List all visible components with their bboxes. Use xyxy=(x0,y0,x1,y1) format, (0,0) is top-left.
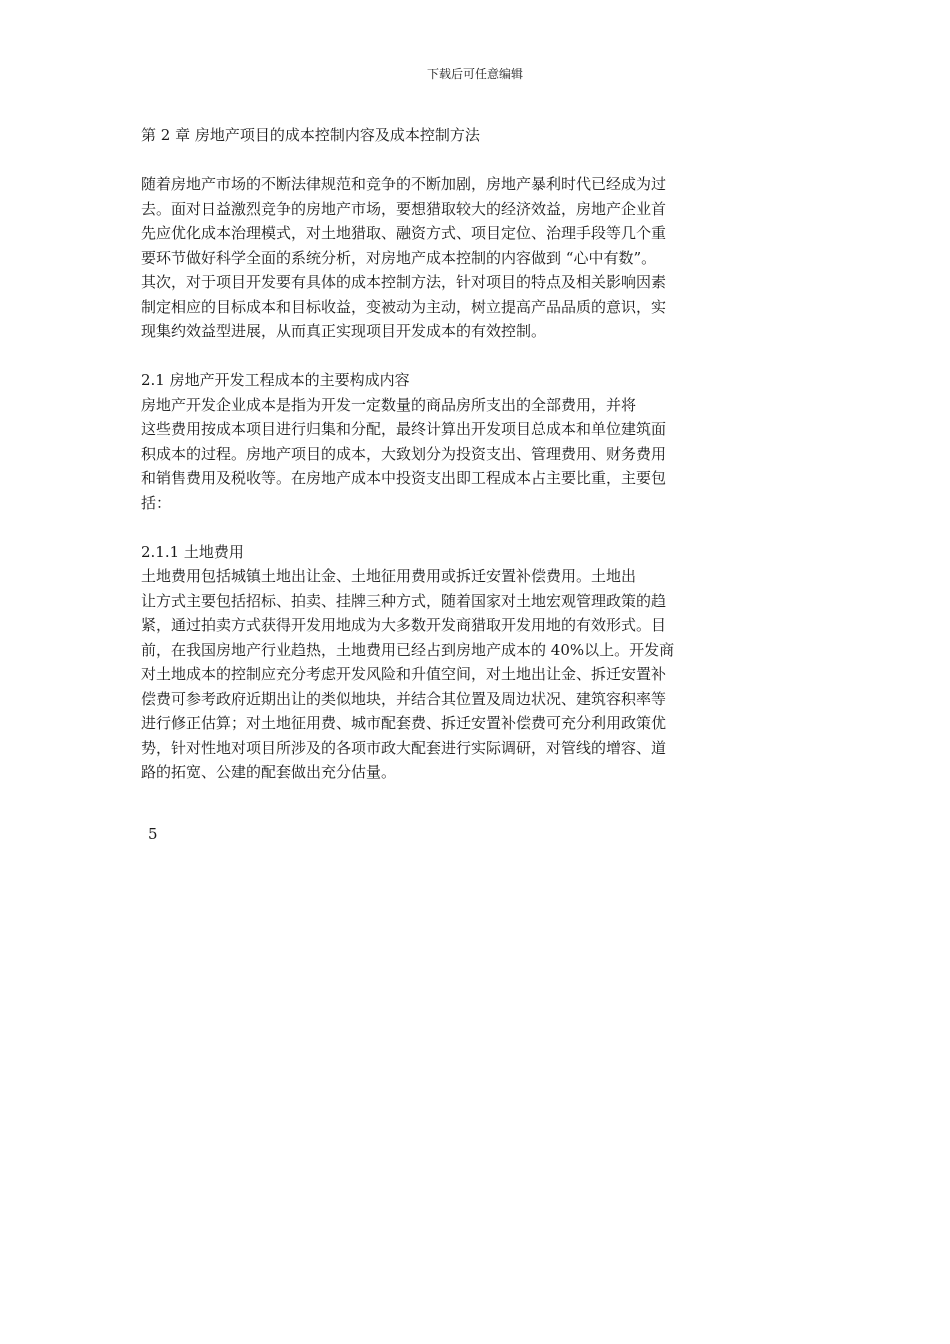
text-line: 先应优化成本治理模式，对土地猎取、融资方式、项目定位、治理手段等几个重 xyxy=(141,224,667,242)
text-line: 路的拓宽、公建的配套做出充分估量。 xyxy=(141,763,397,781)
section-2-1-1-paragraph xyxy=(141,564,841,785)
paragraph-gap xyxy=(141,344,841,369)
text-line: 现集约效益型进展，从而真正实现项目开发成本的有效控制。 xyxy=(141,322,547,340)
text-line: 括： xyxy=(141,493,172,512)
text-line: 进行修正估算；对土地征用费、城市配套费、拆迁安置补偿费可充分利用政策优 xyxy=(141,714,667,732)
text-line: 这些费用按成本项目进行归集和分配，最终计算出开发项目总成本和单位建筑面 xyxy=(141,420,667,438)
document-body xyxy=(141,123,841,785)
text-line: 制定相应的目标成本和目标收益，变被动为主动，树立提高产品品质的意识，实 xyxy=(141,297,667,316)
text-line: 其次，对于项目开发要有具体的成本控制方法，针对项目的特点及相关影响因素 xyxy=(141,273,667,291)
text-line: 和销售费用及税收等。在房地产成本中投资支出即工程成本占主要比重，主要包 xyxy=(141,469,667,487)
section-heading-2-1-1: 2.1.1 土地费用 xyxy=(141,542,244,561)
section-2-1-paragraph xyxy=(141,393,841,516)
page-header: 下载后可任意编辑 xyxy=(426,67,523,81)
text-line: 对土地成本的控制应充分考虑开发风险和升值空间，对土地出让金、拆迁安置补 xyxy=(141,665,667,683)
text-line: 偿费可参考政府近期出让的类似地块，并结合其位置及周边状况、建筑容积率等 xyxy=(141,689,667,708)
text-line: 紧，通过拍卖方式获得开发用地成为大多数开发商猎取开发用地的有效形式。目 xyxy=(141,616,667,634)
text-line: 房地产开发企业成本是指为开发一定数量的商品房所支出的全部费用，并将 xyxy=(141,395,637,414)
paragraph-gap xyxy=(141,515,841,540)
intro-paragraph xyxy=(141,172,841,344)
text-line: 土地费用包括城镇土地出让金、土地征用费用或拆迁安置补偿费用。土地出 xyxy=(141,567,637,585)
page-number: 5 xyxy=(148,825,158,843)
text-line: 随着房地产市场的不断法律规范和竞争的不断加剧，房地产暴利时代已经成为过 xyxy=(141,175,667,193)
text-line: 势，针对性地对项目所涉及的各项市政大配套进行实际调研，对管线的增容、道 xyxy=(141,738,667,757)
text-line: 去。面对日益激烈竞争的房地产市场，要想猎取较大的经济效益，房地产企业首 xyxy=(141,199,667,218)
text-line: 前，在我国房地产行业趋热，土地费用已经占到房地产成本的 40%以上。开发商 xyxy=(141,640,675,659)
chapter-title: 第 2 章 房地产项目的成本控制内容及成本控制方法 xyxy=(141,126,480,144)
text-line: 积成本的过程。房地产项目的成本，大致划分为投资支出、管理费用、财务费用 xyxy=(141,444,667,463)
section-heading-2-1: 2.1 房地产开发工程成本的主要构成内容 xyxy=(141,371,410,389)
text-line: 让方式主要包括招标、拍卖、挂牌三种方式，随着国家对土地宏观管理政策的趋 xyxy=(141,591,667,610)
text-line: 要环节做好科学全面的系统分析，对房地产成本控制的内容做到 “心中有数”。 xyxy=(141,248,657,267)
